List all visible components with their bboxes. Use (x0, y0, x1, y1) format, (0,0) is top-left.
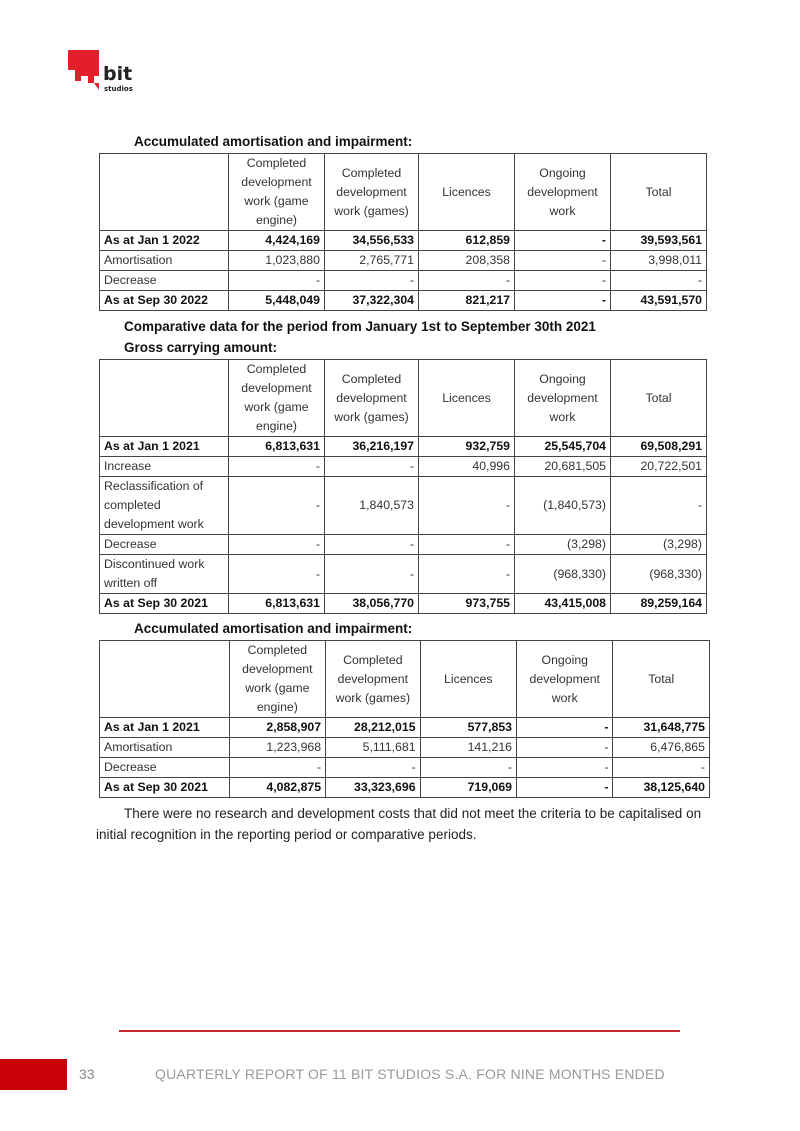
table-cell: - (419, 271, 515, 291)
table-cell: (968,330) (515, 555, 611, 594)
row-label: As at Jan 1 2021 (100, 437, 229, 457)
svg-text:bit: bit (103, 63, 133, 85)
table-cell: 31,648,775 (613, 718, 710, 738)
table-cell: (3,298) (611, 535, 707, 555)
column-header: Licences (419, 154, 515, 231)
column-header: Ongoing development work (515, 360, 611, 437)
accumulated-amortisation-2022-table (99, 153, 707, 311)
column-header: Total (613, 641, 710, 718)
table-cell: 28,212,015 (326, 718, 420, 738)
comparative-data-title: Comparative data for the period from January 1st to September 30th 2021 (124, 319, 596, 334)
table-cell: 577,853 (420, 718, 516, 738)
table-cell: 612,859 (419, 231, 515, 251)
table-cell: 5,111,681 (326, 738, 420, 758)
row-label: As at Jan 1 2022 (100, 231, 229, 251)
table-cell: 36,216,197 (325, 437, 419, 457)
table-cell: 1,840,573 (325, 477, 419, 535)
table-cell: 1,223,968 (229, 738, 325, 758)
table-row (100, 271, 707, 291)
table-cell: - (515, 271, 611, 291)
table-row (100, 477, 707, 535)
table-cell: - (325, 535, 419, 555)
row-label: Amortisation (100, 251, 229, 271)
row-label: Decrease (100, 535, 229, 555)
section1-heading: Accumulated amortisation and impairment: (134, 134, 413, 149)
table-cell: - (515, 251, 611, 271)
table-cell: 821,217 (419, 291, 515, 311)
table-cell: 141,216 (420, 738, 516, 758)
table-cell: - (611, 271, 707, 291)
table-cell: 43,415,008 (515, 594, 611, 614)
table-cell: - (420, 758, 516, 778)
table-row (100, 778, 710, 798)
table-cell: 89,259,164 (611, 594, 707, 614)
table-header-row (100, 154, 707, 231)
column-header: Completed development work (game engine) (229, 641, 325, 718)
table-cell: - (229, 535, 325, 555)
table-header-row (100, 360, 707, 437)
table-row (100, 535, 707, 555)
table-cell: 6,813,631 (229, 437, 325, 457)
table-cell: - (517, 718, 613, 738)
table-cell: 20,722,501 (611, 457, 707, 477)
gross-carrying-amount-2021-table (99, 359, 707, 614)
table-row (100, 718, 710, 738)
table-cell: - (325, 555, 419, 594)
footer-accent-block (0, 1059, 67, 1090)
table-cell: - (515, 231, 611, 251)
table-cell: (968,330) (611, 555, 707, 594)
table-cell: 2,858,907 (229, 718, 325, 738)
table-cell: - (517, 738, 613, 758)
row-label: Decrease (100, 758, 230, 778)
table-cell: - (229, 271, 325, 291)
table-cell: - (515, 291, 611, 311)
table-row (100, 758, 710, 778)
table-row (100, 291, 707, 311)
table-cell: 1,023,880 (229, 251, 325, 271)
table-cell: - (419, 535, 515, 555)
table-cell: 5,448,049 (229, 291, 325, 311)
column-header: Ongoing development work (515, 154, 611, 231)
footer-text: QUARTERLY REPORT OF 11 BIT STUDIOS S.A. FOR NINE MONTHS ENDED (155, 1066, 665, 1082)
table-cell: - (517, 758, 613, 778)
rd-costs-paragraph (96, 803, 708, 845)
table-cell: (1,840,573) (515, 477, 611, 535)
row-label: Discontinued work written off (100, 555, 229, 594)
company-logo (66, 50, 148, 95)
column-header: Licences (420, 641, 516, 718)
column-header: Ongoing development work (517, 641, 613, 718)
table-row (100, 231, 707, 251)
table-row (100, 594, 707, 614)
table-cell: - (613, 758, 710, 778)
table-cell: 33,323,696 (326, 778, 420, 798)
table-cell: - (326, 758, 420, 778)
table-cell: 69,508,291 (611, 437, 707, 457)
row-label: Reclassification of completed development work (100, 477, 229, 535)
column-header: Completed development work (games) (326, 641, 420, 718)
table-row (100, 738, 710, 758)
svg-text:studios: studios (104, 85, 133, 93)
footer-divider (119, 1030, 680, 1032)
row-label: As at Sep 30 2021 (100, 594, 229, 614)
table-cell: 4,082,875 (229, 778, 325, 798)
table-cell: - (229, 477, 325, 535)
table-row (100, 555, 707, 594)
table-cell: (3,298) (515, 535, 611, 555)
table-cell: - (229, 555, 325, 594)
table-cell: - (325, 271, 419, 291)
column-header: Total (611, 154, 707, 231)
table-cell: 37,322,304 (325, 291, 419, 311)
table-cell: 719,069 (420, 778, 516, 798)
column-header: Completed development work (game engine) (229, 360, 325, 437)
table-cell: - (611, 477, 707, 535)
table-cell: 6,476,865 (613, 738, 710, 758)
table-cell: 39,593,561 (611, 231, 707, 251)
column-header (100, 360, 229, 437)
table-row (100, 251, 707, 271)
table-cell: 973,755 (419, 594, 515, 614)
row-label: As at Jan 1 2021 (100, 718, 230, 738)
accumulated-amortisation-2021-table (99, 640, 710, 798)
section3-heading: Accumulated amortisation and impairment: (134, 621, 413, 636)
column-header: Licences (419, 360, 515, 437)
rd-costs-text: There were no research and development costs that did not meet the criteria to be capitalised on initial recognition in the reporting period or comparative periods. (96, 806, 702, 842)
row-label: Increase (100, 457, 229, 477)
table-cell: - (517, 778, 613, 798)
table-cell: 43,591,570 (611, 291, 707, 311)
table-cell: 2,765,771 (325, 251, 419, 271)
column-header (100, 154, 229, 231)
table-cell: - (229, 758, 325, 778)
column-header: Completed development work (game engine) (229, 154, 325, 231)
column-header: Completed development work (games) (325, 360, 419, 437)
table-cell: 3,998,011 (611, 251, 707, 271)
table-cell: 38,056,770 (325, 594, 419, 614)
table-cell: 208,358 (419, 251, 515, 271)
column-header: Total (611, 360, 707, 437)
table-cell: 4,424,169 (229, 231, 325, 251)
table-cell: - (229, 457, 325, 477)
table-cell: - (419, 555, 515, 594)
section2-heading: Gross carrying amount: (124, 340, 278, 355)
table-cell: 932,759 (419, 437, 515, 457)
page-number: 33 (79, 1066, 95, 1082)
table-cell: 25,545,704 (515, 437, 611, 457)
row-label: Decrease (100, 271, 229, 291)
row-label: As at Sep 30 2022 (100, 291, 229, 311)
row-label: As at Sep 30 2021 (100, 778, 230, 798)
table-cell: - (325, 457, 419, 477)
column-header (100, 641, 230, 718)
row-label: Amortisation (100, 738, 230, 758)
table-cell: 34,556,533 (325, 231, 419, 251)
column-header: Completed development work (games) (325, 154, 419, 231)
table-cell: 6,813,631 (229, 594, 325, 614)
table-row (100, 457, 707, 477)
table-row (100, 437, 707, 457)
table-cell: - (419, 477, 515, 535)
table-cell: 38,125,640 (613, 778, 710, 798)
table-header-row (100, 641, 710, 718)
table-cell: 40,996 (419, 457, 515, 477)
table-cell: 20,681,505 (515, 457, 611, 477)
